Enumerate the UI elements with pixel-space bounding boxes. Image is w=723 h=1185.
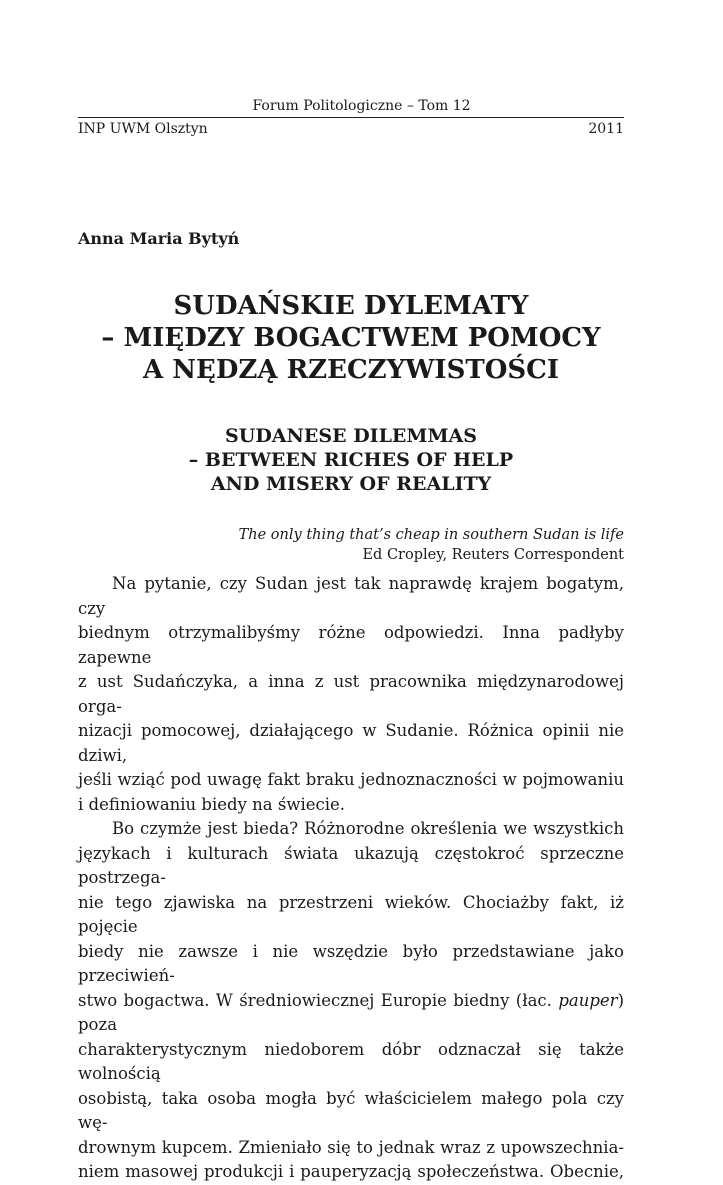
text-line: z ust Sudańczyka, a inna z ust pracownika międzynarodowej orga- bbox=[78, 672, 624, 716]
text-line: biednym otrzymalibyśmy różne odpowiedzi. Inna padłyby zapewne bbox=[78, 623, 624, 667]
text-line: osobistą, taka osoba mogła być właścicielem małego pola czy wę- bbox=[78, 1088, 624, 1132]
epigraph-quote: The only thing that’s cheap in southern Sudan is life bbox=[238, 527, 624, 543]
text-line: jeśli wziąć pod uwagę fakt braku jednoznaczności w pojmowaniu bbox=[78, 770, 624, 789]
latin-term: pauper bbox=[558, 990, 618, 1010]
text-line bbox=[78, 989, 624, 1038]
text-line: drownym kupcem. Zmieniało się to jednak wraz z upowszechnia- bbox=[78, 1137, 624, 1157]
text-line: Na pytanie, czy Sudan jest tak naprawdę krajem bogatym, czy bbox=[78, 574, 624, 618]
title-english-line: – BETWEEN RICHES OF HELP bbox=[188, 449, 514, 471]
institution-label: INP UWM Olsztyn bbox=[78, 121, 208, 137]
text-segment: stwo bogactwa. W średniowiecznej Europie biedny (łac. bbox=[78, 990, 559, 1010]
text-line: charakterystycznym niedoborem dóbr odznaczał się także wolnością bbox=[78, 1039, 624, 1083]
year-label: 2011 bbox=[588, 121, 624, 137]
text-line: i definiowaniu biedy na świecie. bbox=[78, 794, 346, 814]
title-english-line: SUDANESE DILEMMAS bbox=[225, 425, 477, 447]
text-line: Bo czymże jest bieda? Różnorodne określenia we wszystkich bbox=[112, 819, 624, 838]
title-polish-line: SUDAŃSKIE DYLEMATY bbox=[173, 291, 529, 321]
title-polish-line: A NĘDZĄ RZECZYWISTOŚCI bbox=[143, 355, 559, 385]
text-line: nie tego zjawiska na przestrzeni wieków. Chociażby fakt, iż pojęcie bbox=[78, 892, 624, 936]
epigraph-source: Ed Cropley, Reuters Correspondent bbox=[362, 547, 624, 563]
paragraph-2 bbox=[78, 817, 624, 1185]
paragraph-1 bbox=[78, 572, 624, 817]
title-polish-line: – MIĘDZY BOGACTWEM POMOCY bbox=[101, 323, 601, 353]
text-line: biedy nie zawsze i nie wszędzie było przedstawiane jako przeciwień- bbox=[78, 941, 624, 985]
header-rule bbox=[78, 117, 624, 118]
title-polish bbox=[78, 290, 624, 386]
title-english-line: AND MISERY OF REALITY bbox=[210, 473, 492, 495]
text-line: językach i kulturach świata ukazują częstokroć sprzeczne postrzega- bbox=[78, 843, 624, 887]
journal-header: Forum Politologiczne – Tom 12 bbox=[252, 98, 471, 114]
text-line: nizacji pomocowej, działającego w Sudanie. Różnica opinii nie dziwi, bbox=[78, 721, 624, 765]
body-text bbox=[78, 572, 624, 1185]
author-name: Anna Maria Bytyń bbox=[78, 229, 240, 248]
title-english bbox=[78, 424, 624, 496]
epigraph bbox=[78, 525, 624, 565]
text-line: niem masowej produkcji i pauperyzacją społeczeństwa. Obecnie, bbox=[78, 1162, 624, 1181]
text-segment: ) poza bbox=[78, 990, 624, 1034]
